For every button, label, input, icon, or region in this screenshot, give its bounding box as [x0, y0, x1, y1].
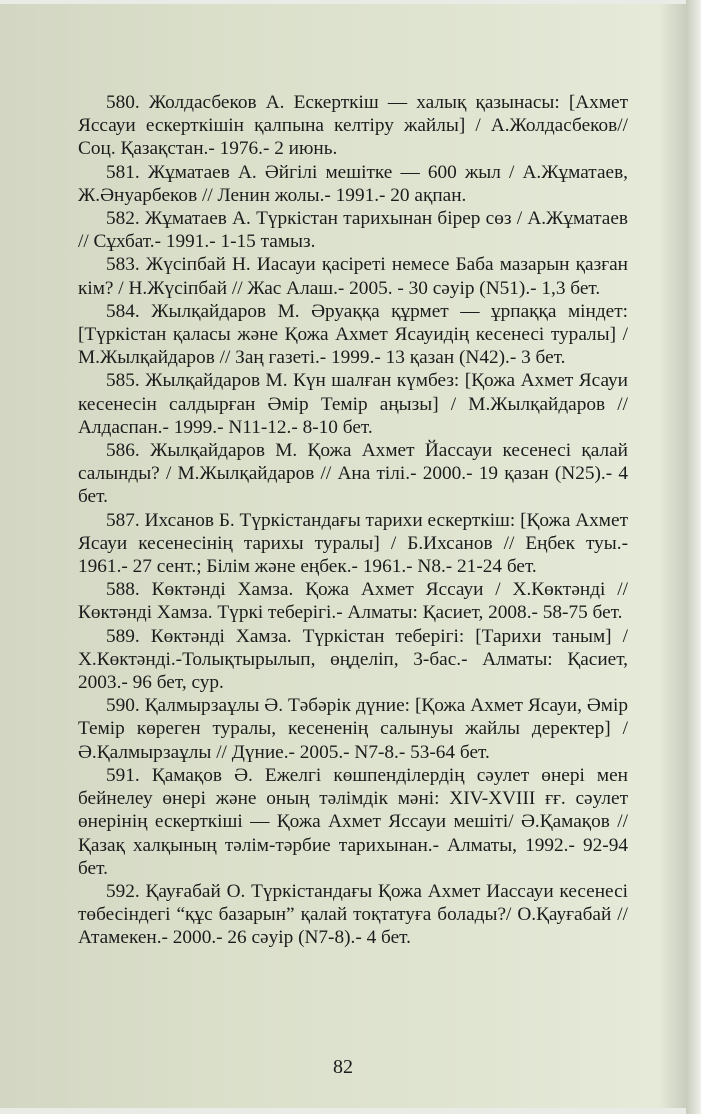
page-number: 82 [333, 1056, 353, 1078]
bibliography-entry-588: 588. Көктәнді Хамза. Қожа Ахмет Яссауи / Х.Көктәнді // Көктәнді Хамза. Түркі теберігі.- Алматы: Қасиет, 2008.- 58-75 бет. [78, 579, 628, 624]
bibliography-entry-583: 583. Жүсіпбай Н. Иасауи қасіреті немесе Баба мазарын қазған кім? / Н.Жүсіпбай // Жас Алаш.- 2005. - 30 сәуір (N51).- 1,3 бет. [78, 254, 628, 299]
bibliography-list [78, 91, 628, 950]
bibliography-entry-582: 582. Жұматаев А. Түркістан тарихынан бірер сөз / А.Жұматаев // Сұхбат.- 1991.- 1-15 тамыз. [78, 208, 628, 253]
bibliography-entry-587: 587. Ихсанов Б. Түркістандағы тарихи ескерткіш: [Қожа Ахмет Ясауи кесенесінің тарихы туралы] / Б.Ихсанов // Еңбек туы.- 1961.- 27 сент.; Білім және еңбек.- 1961.- N8.- 21-24 бет. [78, 509, 628, 578]
bibliography-entry-584: 584. Жылқайдаров М. Әруаққа құрмет — ұрпаққа міндет: [Түркістан қаласы және Қожа Ахмет Ясауидің кесенесі туралы] / М.Жылқайдаров // Заң газеті.- 1999.- 13 қазан (N42).- 3 бет. [78, 300, 628, 369]
bibliography-entry-581: 581. Жұматаев А. Әйгілі мешітке — 600 жыл / А.Жұматаев, Ж.Әнуарбеков // Ленин жолы.- 1991.- 20 ақпан. [78, 161, 628, 206]
bibliography-entry-592: 592. Қауғабай О. Түркістандағы Қожа Ахмет Иассауи кесенесі төбесіндегі “құс базарын” қалай тоқтатуға болады?/ О.Қауғабай // Атамекен.- 2000.- 26 сәуір (N7-8).- 4 бет. [78, 880, 628, 949]
page-edge [686, 0, 701, 1114]
bibliography-entry-591: 591. Қамақов Ә. Ежелгі көшпенділердің сәулет өнері мен бейнелеу өнері және оның тәлімдік мәні: XIV-XVIII ғғ. сәулет өнерінің ескерткіші — Қожа Ахмет Яссауи мешіті/ Ә.Қамақов // Қазақ халқының тәлім-тәрбие тарихынан.- Алматы, 1992.- 92-94 бет. [78, 764, 628, 879]
book-page [0, 4, 686, 1108]
bibliography-entry-589: 589. Көктәнді Хамза. Түркістан теберігі: [Тарихи таным] / Х.Көктәнді.-Толықтырылып, өңделіп, 3-бас.- Алматы: Қасиет, 2003.- 96 бет, сур. [78, 625, 628, 694]
bibliography-entry-590: 590. Қалмырзаұлы Ә. Тәбәрік дүние: [Қожа Ахмет Ясауи, Әмір Темір көреген туралы, кесененің салынуы жайлы деректер] / Ә.Қалмырзаұлы // Дүние.- 2005.- N7-8.- 53-64 бет. [78, 695, 628, 763]
bibliography-entry-586: 586. Жылқайдаров М. Қожа Ахмет Йассауи кесенесі қалай салынды? / М.Жылқайдаров // Ана тілі.- 2000.- 19 қазан (N25).- 4 бет. [78, 440, 628, 508]
bibliography-entry-585: 585. Жылқайдаров М. Күн шалған күмбез: [Қожа Ахмет Ясауи кесенесін салдырған Әмір Темір аңызы] / М.Жылқайдаров // Алдаспан.- 1999.- N11-12.- 8-10 бет. [78, 370, 628, 438]
bibliography-entry-580: 580. Жолдасбеков А. Ескерткіш — халық қазынасы: [Ахмет Яссауи ескерткішін қалпына келтіру жайлы] / А.Жолдасбеков// Соц. Қазақстан.- 1976.- 2 июнь. [78, 92, 628, 160]
